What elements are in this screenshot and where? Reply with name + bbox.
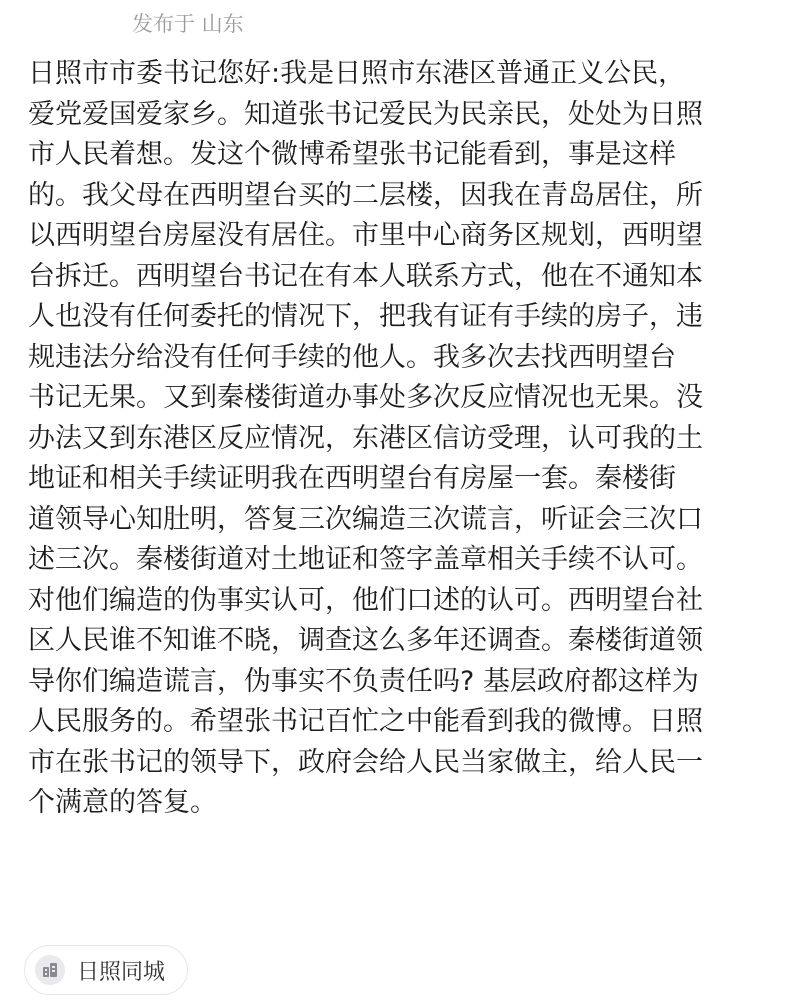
post-text-line: 区人民谁不知谁不晓，调查这么多年还调查。秦楼街道领 <box>28 625 703 656</box>
post-text-line: 以西明望台房屋没有居住。市里中心商务区规划，西明望 <box>28 220 703 251</box>
topic-label: 日照同城 <box>77 959 166 985</box>
topic-chip[interactable] <box>24 945 188 995</box>
post-text-line: 个满意的答复。 <box>28 787 217 818</box>
post-text-line: 办法又到东港区反应情况，东港区信访受理，认可我的土 <box>28 422 703 454</box>
post-text <box>28 54 773 824</box>
post-text-line: 的。我父母在西明望台买的二层楼，因我在青岛居住，所 <box>28 179 703 211</box>
city-icon-glyph <box>41 961 59 979</box>
post-text-line: 书记无果。又到秦楼街道办事处多次反应情况也无果。没 <box>28 382 703 413</box>
post-text-line: 台拆迁。西明望台书记在有本人联系方式，他在不通知本 <box>28 260 703 292</box>
post-text-line: 市人民着想。发这个微博希望张书记能看到，事是这样 <box>28 139 676 170</box>
post-text-line: 地证和相关手续证明我在西明望台有房屋一套。秦楼街 <box>28 463 676 494</box>
post-text-line: 人民服务的。希望张书记百忙之中能看到我的微博。日照 <box>28 706 703 737</box>
post-text-line: 述三次。秦楼街道对土地证和签字盖章相关手续不认可。 <box>28 544 703 575</box>
post-text-line: 导你们编造谎言，伪事实不负责任吗? 基层政府都这样为 <box>28 665 699 697</box>
post-text-line: 规违法分给没有任何手续的他人。我多次去找西明望台 <box>28 341 676 373</box>
post-text-line: 市在张书记的领导下，政府会给人民当家做主，给人民一 <box>28 746 703 778</box>
post-text-line: 爱党爱国爱家乡。知道张书记爱民为民亲民，处处为日照 <box>28 98 703 130</box>
city-icon <box>35 955 65 985</box>
post-text-line: 对他们编造的伪事实认可，他们口述的认可。西明望台社 <box>28 584 703 616</box>
post-text-line: 道领导心知肚明，答复三次编造三次谎言，听证会三次口 <box>28 503 703 535</box>
post-text-line: 日照市市委书记您好:我是日照市东港区普通正义公民， <box>28 58 686 89</box>
post-location: 发布于 山东 <box>132 12 244 36</box>
post-text-line: 人也没有任何委托的情况下，把我有证有手续的房子，违 <box>28 301 703 332</box>
